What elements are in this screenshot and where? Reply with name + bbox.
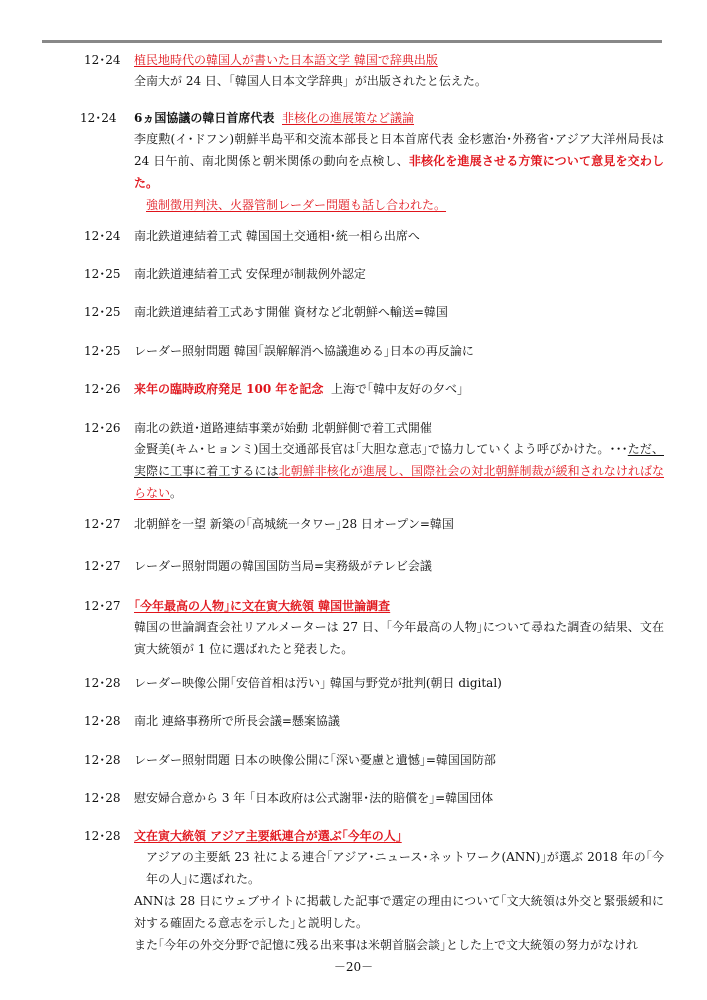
entry-body: ANNは 28 日にウェブサイトに掲載した記事で選定の理由について｢文大統領は外交と緊張緩和に対する確固たる意志を示した｣と説明した。 <box>134 894 664 930</box>
entry-title: 文在寅大統領 アジア主要紙連合が選ぶ｢今年の人｣ <box>134 829 402 843</box>
page-number: －20－ <box>333 960 374 974</box>
entry-date: 12･28 <box>84 753 121 767</box>
entry-date: 12･26 <box>84 421 121 435</box>
entry-date: 12･25 <box>84 305 121 319</box>
entry-title <box>134 379 664 399</box>
entry-date: 12･26 <box>84 382 121 396</box>
entry-body-highlight: 非核化を進展させる方策について意見を交わした。 <box>134 154 664 190</box>
entry-date: 12･28 <box>84 676 121 690</box>
entry-title-text: 上海で｢韓中友好の夕べ｣ <box>331 382 464 396</box>
entry-title: レーダー映像公開｢安倍首相は汚い｣ 韓国与野党が批判(朝日 digital) <box>134 676 502 690</box>
entry-title-highlight: 来年の臨時政府発足 100 年を記念 <box>134 382 324 396</box>
entry-body-underlined: ただ、実際に工事に着工するには <box>134 442 664 478</box>
entry-note-text: 強制徴用判決、火器管制レーダー問題も話し合われた。 <box>146 198 447 212</box>
entry-title: 南北鉄道連結着工式 韓国国土交通相･統一相ら出席へ <box>134 229 420 243</box>
entry-body: 全南大が 24 日、「韓国人日本文学辞典」が出版されたと伝えた。 <box>134 74 487 88</box>
entry-date: 12･24 <box>84 229 121 243</box>
entry-body-highlight: 北朝鮮非核化が進展し、国際社会の対北朝鮮制裁が緩和されなければならない <box>134 464 664 500</box>
entry-title-highlight: 非核化の進展策など議論 <box>282 111 415 125</box>
entry-title <box>134 108 664 128</box>
entry-body-text: 李度勲(イ･ドフン)朝鮮半島平和交流本部長と日本首席代表 金杉憲治･外務省･アジア大洋州局長は 24 日午前、南北関係と朝米関係の動向を点検し、 <box>134 132 664 168</box>
entry-date: 12･27 <box>84 517 121 531</box>
entry-date: 12･27 <box>84 599 121 613</box>
entry-title: 南北鉄道連結着工式 安保理が制裁例外認定 <box>134 267 366 281</box>
entry-title: 慰安婦合意から 3 年 ｢日本政府は公式謝罪･法的賠償を｣=韓国団体 <box>134 791 494 805</box>
entry-title: ｢今年最高の人物｣に文在寅大統領 韓国世論調査 <box>134 599 391 613</box>
entry-body-text: 金賢美(キム･ヒョンミ)国土交通部長官は｢大胆な意志｣で協力していくよう呼びかけた。･･･ <box>134 442 628 456</box>
entry-date: 12･25 <box>84 267 121 281</box>
entry-date: 12･27 <box>84 559 121 573</box>
entry-title-bold: 6ヵ国協議の韓日首席代表 <box>134 111 275 125</box>
entry-title: 南北の鉄道･道路連結事業が始動 北朝鮮側で着工式開催 <box>134 421 432 435</box>
entry-title: レーダー照射問題 日本の映像公開に｢深い憂慮と遺憾｣=韓国国防部 <box>134 753 496 767</box>
entry-body-end: 。 <box>170 486 183 500</box>
entry-body: アジアの主要紙 23 社による連合｢アジア･ニュース･ネットワーク(ANN)｣が選ぶ 2018 年の｢今年の人｣に選ばれた。 <box>146 850 664 886</box>
entry-date: 12･24 <box>84 53 121 67</box>
entry-date: 12･25 <box>84 344 121 358</box>
entry-title: 北朝鮮を一望 新築の｢高城統一タワー｣28 日オープン=韓国 <box>134 517 454 531</box>
entry-body <box>134 438 664 504</box>
entry-date: 12･28 <box>84 791 121 805</box>
entry-title: レーダー照射問題 韓国｢誤解解消へ協議進める｣日本の再反論に <box>134 344 474 358</box>
entry-title: 南北鉄道連結着工式あす開催 資材など北朝鮮へ輸送=韓国 <box>134 305 448 319</box>
entry-date: 12･28 <box>84 829 121 843</box>
entry-title: 植民地時代の韓国人が書いた日本語文学 韓国で辞典出版 <box>134 53 438 67</box>
entry-note <box>134 194 664 216</box>
entry-date: 12･28 <box>84 714 121 728</box>
entry-body: また｢今年の外交分野で記憶に残る出来事は米朝首脳会談｣とした上で文大統領の努力がなけれ <box>134 938 639 952</box>
entry-body <box>134 128 664 194</box>
entry-body: 韓国の世論調査会社リアルメーターは 27 日、｢今年最高の人物｣について尋ねた調査の結果、文在寅大統領が 1 位に選ばれたと発表した。 <box>134 620 664 656</box>
entry-date: 12･24 <box>80 111 117 125</box>
entry-title: レーダー照射問題の韓国国防当局=実務級がテレビ会議 <box>134 559 432 573</box>
entry-title: 南北 連絡事務所で所長会議=懸案協議 <box>134 714 340 728</box>
